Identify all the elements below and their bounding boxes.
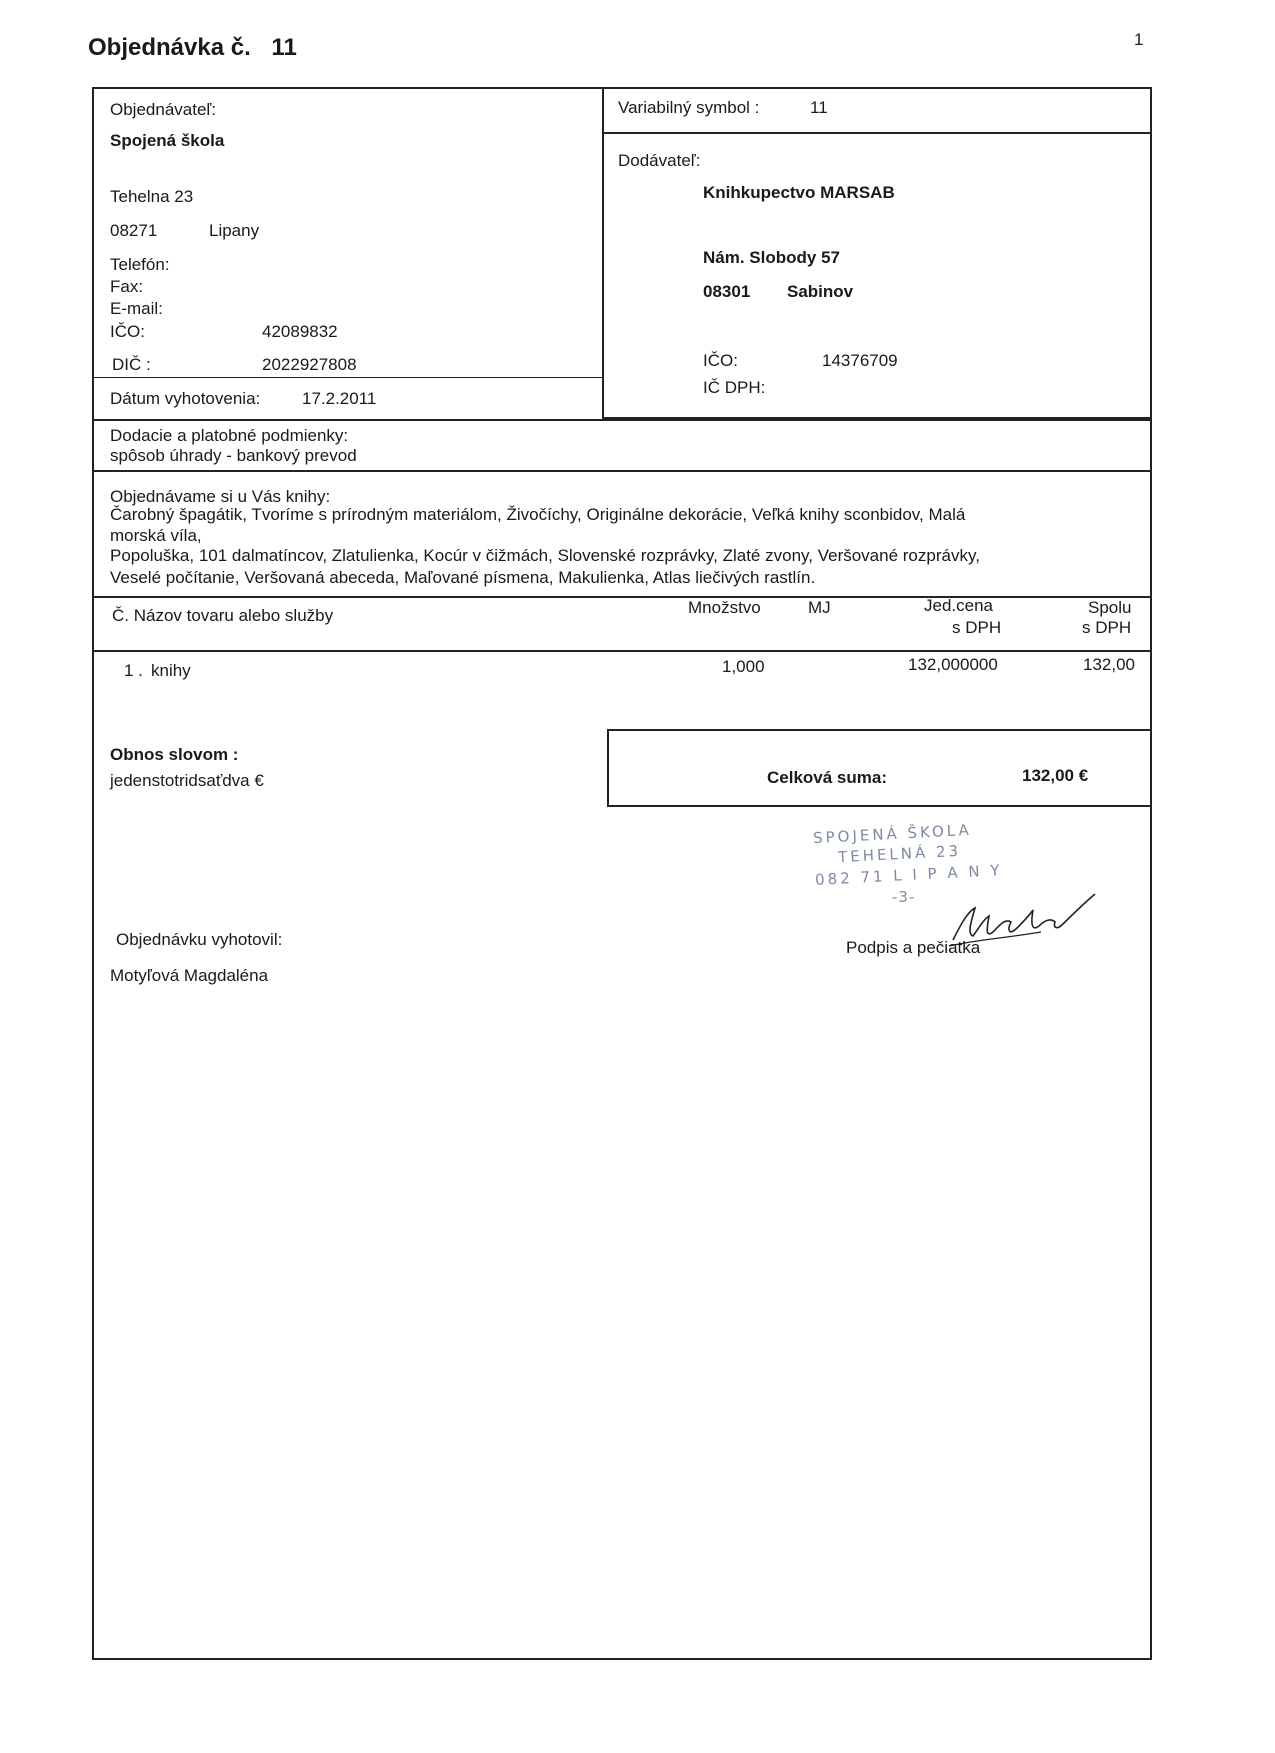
prepared-by-label: Objednávku vyhotovil: xyxy=(116,930,283,949)
row-number: 1 . xyxy=(124,661,143,680)
amount-words-value: jedenstotridsaťdva € xyxy=(110,771,264,790)
supplier-icdph-label: IČ DPH: xyxy=(703,378,766,397)
orderer-phone-label: Telefón: xyxy=(110,255,170,274)
stamp-line-2: TEHELNÁ 23 xyxy=(837,841,962,867)
supplier-ico: 14376709 xyxy=(822,351,898,370)
total-box xyxy=(607,729,1152,807)
row-unit-price: 132,000000 xyxy=(908,655,998,674)
total-label: Celková suma: xyxy=(767,768,887,787)
orderer-fax-label: Fax: xyxy=(110,277,144,296)
order-intro: Objednávame si u Vás knihy: xyxy=(110,487,331,506)
col-header-mj: MJ xyxy=(808,598,831,617)
col-header-total: Spolu xyxy=(1088,598,1132,617)
divider xyxy=(94,419,1152,421)
col-header-unit-price: Jed.cena xyxy=(924,596,993,615)
orderer-zip: 08271 xyxy=(110,221,158,240)
prepared-by-name: Motyľová Magdaléna xyxy=(110,966,269,985)
orderer-email-label: E-mail: xyxy=(110,299,163,318)
supplier-zip: 08301 xyxy=(703,282,751,301)
page-number: 1 xyxy=(1134,30,1144,49)
variable-symbol-label: Variabilný symbol : xyxy=(618,98,760,117)
order-title: Objednávka č. 11 xyxy=(88,34,297,61)
orderer-label: Objednávateľ: xyxy=(110,100,217,119)
terms-value: spôsob úhrady - bankový prevod xyxy=(110,446,357,465)
divider xyxy=(94,470,1152,472)
col-header-unit-price-vat: s DPH xyxy=(952,618,1002,637)
stamp-line-3: 082 71 L I P A N Y xyxy=(814,861,1003,889)
orderer-street: Tehelna 23 xyxy=(110,187,194,206)
orderer-ico: 42089832 xyxy=(262,322,338,341)
col-header-total-vat: s DPH xyxy=(1082,618,1132,637)
supplier-box xyxy=(602,132,1152,419)
stamp-line-4: -3- xyxy=(892,888,916,906)
orderer-ico-label: IČO: xyxy=(110,322,145,341)
supplier-name: Knihkupectvo MARSAB xyxy=(703,183,895,202)
stamp-line-1: SPOJENÁ ŠKOLA xyxy=(812,820,973,848)
issue-date-label: Dátum vyhotovenia: xyxy=(110,389,261,408)
orderer-city: Lipany xyxy=(209,221,260,240)
supplier-street: Nám. Slobody 57 xyxy=(703,248,840,267)
terms-label: Dodacie a platobné podmienky: xyxy=(110,426,349,445)
divider xyxy=(94,650,1152,652)
order-books-line-3: Popoluška, 101 dalmatíncov, Zlatulienka, Kocúr v čižmách, Slovenské rozprávky, Zlaté zvony, Veršované rozprávky, xyxy=(110,546,980,565)
order-books-line-1: Čarobný špagátik, Tvoríme s prírodným materiálom, Živočíchy, Originálne dekorácie, Veľká knihy sconbidov, Malá xyxy=(110,505,966,524)
divider xyxy=(94,377,602,378)
variable-symbol-value: 11 xyxy=(810,98,828,117)
supplier-city: Sabinov xyxy=(787,282,854,301)
order-books-line-4: Veselé počítanie, Veršovaná abeceda, Maľované písmena, Makulienka, Atlas liečivých rastlín. xyxy=(110,568,816,587)
issue-date: 17.2.2011 xyxy=(302,389,377,408)
row-qty: 1,000 xyxy=(722,657,765,676)
col-header-qty: Množstvo xyxy=(688,598,761,617)
signature-label: Podpis a pečiatka xyxy=(846,938,981,957)
col-header-name: Č. Názov tovaru alebo služby xyxy=(112,606,334,625)
amount-words-label: Obnos slovom : xyxy=(110,745,239,764)
supplier-label: Dodávateľ: xyxy=(618,151,701,170)
order-number: 11 xyxy=(271,34,297,61)
supplier-ico-label: IČO: xyxy=(703,351,738,370)
divider xyxy=(94,596,1152,598)
row-name: knihy xyxy=(151,661,191,680)
row-total: 132,00 xyxy=(1083,655,1135,674)
variable-symbol-box xyxy=(602,87,1152,134)
total-value: 132,00 € xyxy=(1022,766,1089,785)
orderer-name: Spojená škola xyxy=(110,131,225,150)
order-books-line-2: morská víla, xyxy=(110,526,202,545)
orderer-dic: 2022927808 xyxy=(262,355,357,374)
orderer-dic-label: DIČ : xyxy=(112,355,151,374)
